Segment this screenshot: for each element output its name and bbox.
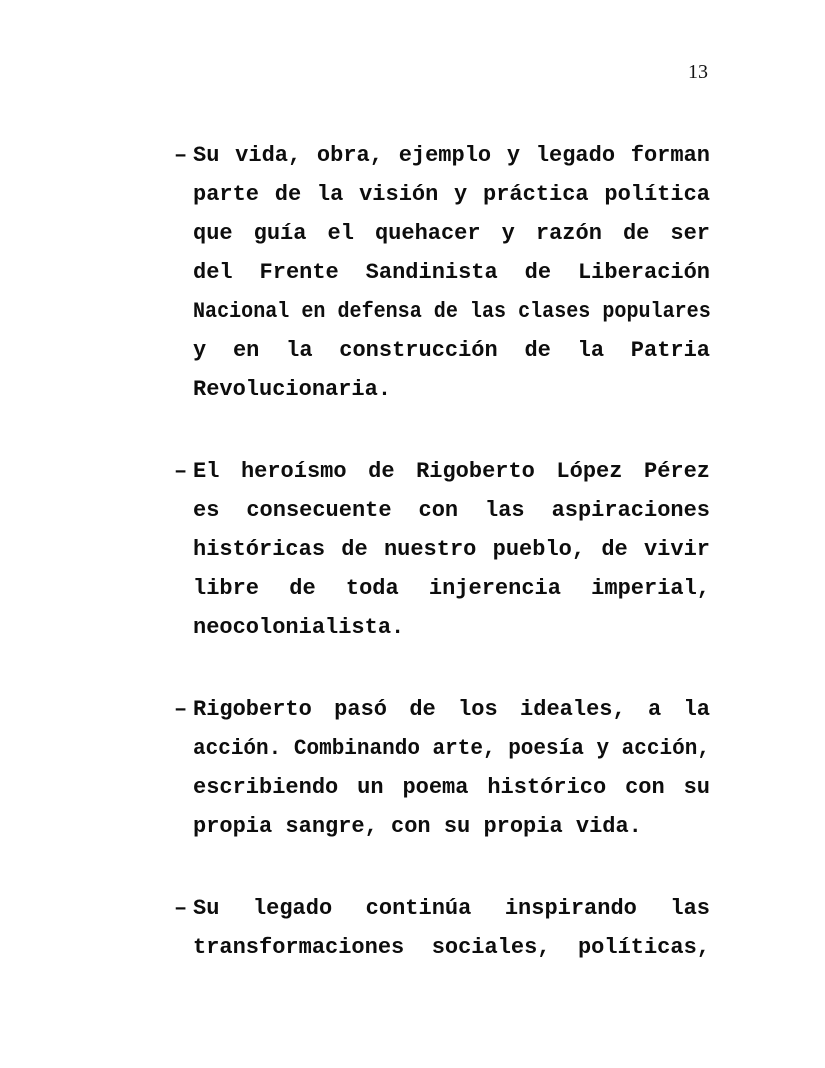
bullet-paragraph-1 <box>174 136 711 409</box>
bullet-dash: – <box>174 459 188 484</box>
bullet-dash: – <box>174 896 188 921</box>
text-line: del Frente Sandinista de Liberación <box>193 260 710 285</box>
bullet-dash: – <box>174 697 188 722</box>
text-line: Nacional en defensa de las clases populares <box>193 299 711 324</box>
text-line: Rigoberto pasó de los ideales, a la <box>193 697 710 722</box>
text-line: y en la construcción de la Patria <box>193 338 710 363</box>
text-line: escribiendo un poema histórico con su <box>193 775 710 800</box>
text-line: Su legado continúa inspirando las <box>193 896 710 921</box>
text-line: Su vida, obra, ejemplo y legado forman <box>193 143 710 168</box>
bullet-dash: – <box>174 143 188 168</box>
text-line: libre de toda injerencia imperial, <box>193 576 710 601</box>
text-line: que guía el quehacer y razón de ser <box>193 221 710 246</box>
page-number: 13 <box>688 61 708 83</box>
text-line: transformaciones sociales, políticas, <box>193 935 710 960</box>
bullet-paragraph-3 <box>174 690 710 846</box>
text-line: históricas de nuestro pueblo, de vivir <box>193 537 710 562</box>
text-line: Revolucionaria. <box>193 377 392 402</box>
bullet-paragraph-2 <box>174 452 710 647</box>
text-line: El heroísmo de Rigoberto López Pérez <box>193 459 710 484</box>
text-line: parte de la visión y práctica política <box>193 182 710 207</box>
text-line: propia sangre, con su propia vida. <box>193 814 642 839</box>
text-line: es consecuente con las aspiraciones <box>193 498 710 523</box>
document-body <box>174 136 711 1010</box>
text-line: acción. Combinando arte, poesía y acción, <box>193 736 710 761</box>
bullet-paragraph-4 <box>174 889 710 967</box>
text-line: neocolonialista. <box>193 615 405 640</box>
